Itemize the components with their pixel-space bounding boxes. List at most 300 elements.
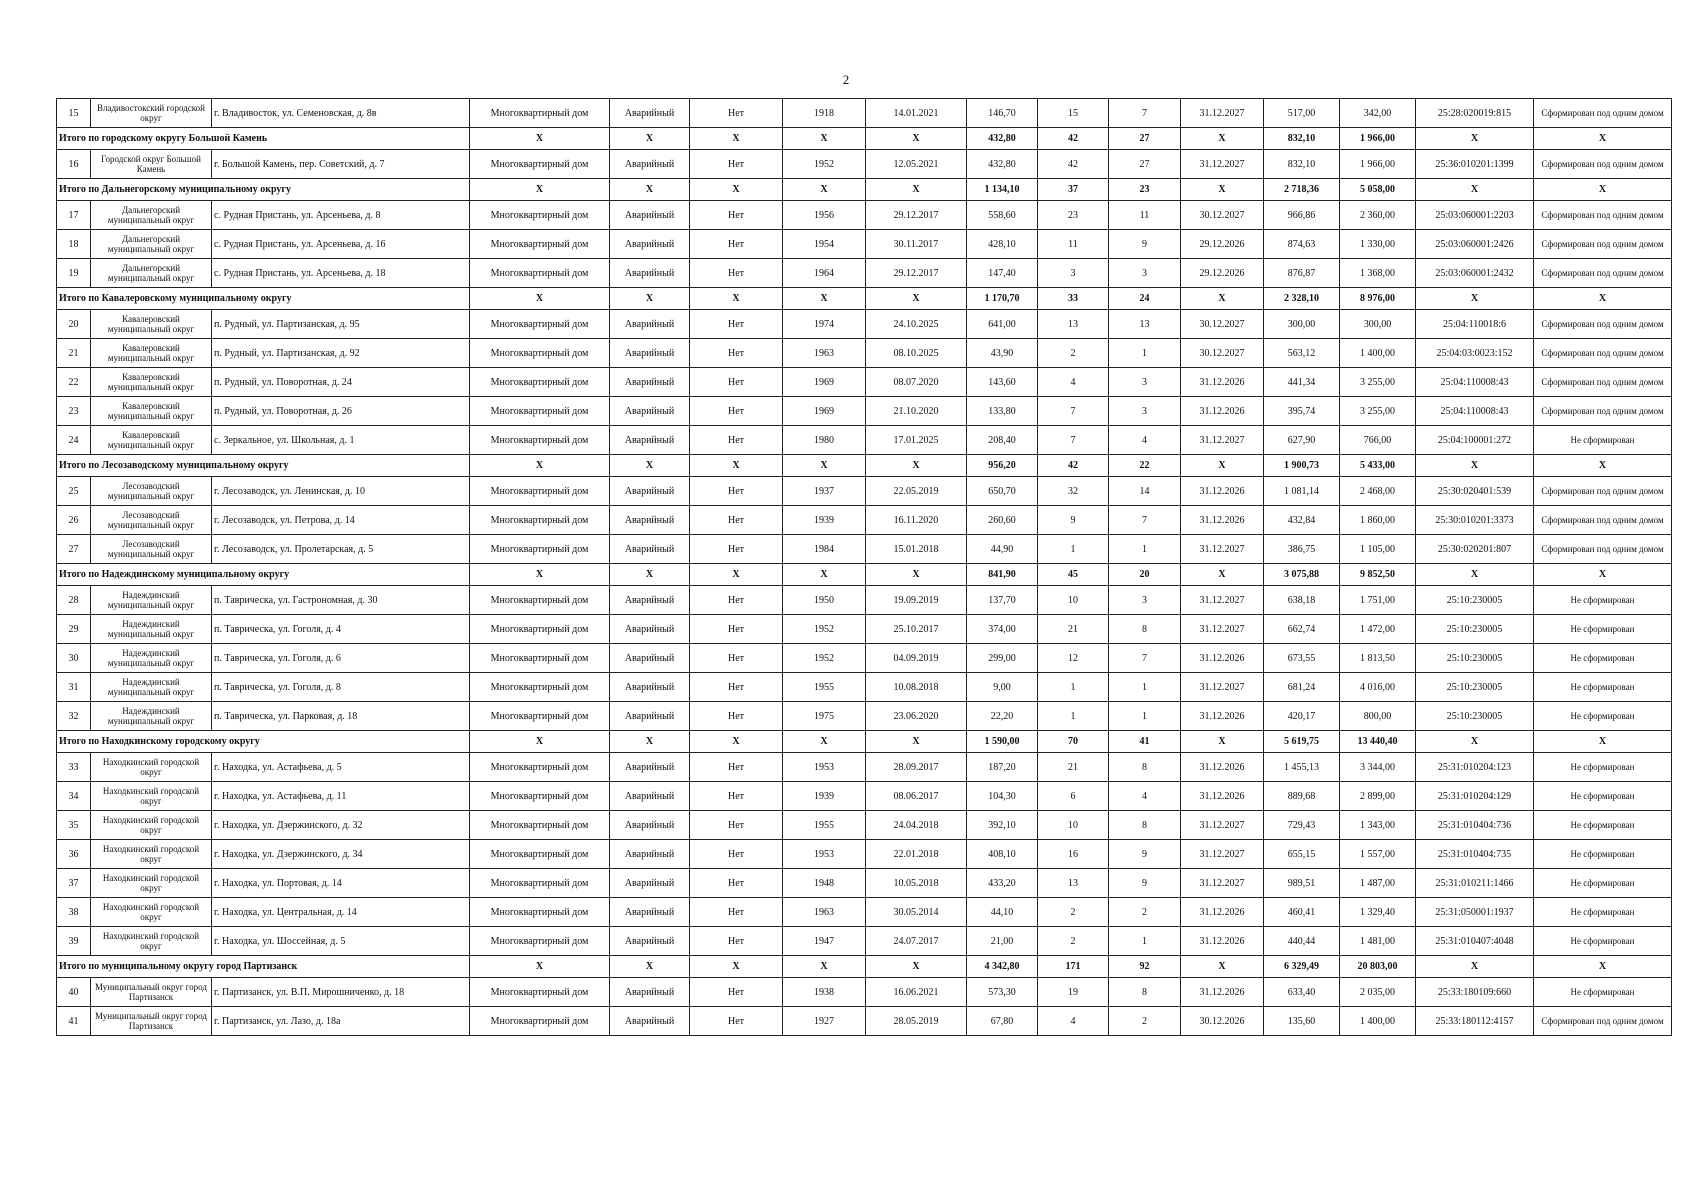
area-cell: 558,60 [967,201,1038,230]
build-year-cell: 1927 [783,1007,866,1036]
table-row [57,782,1672,811]
not-applicable-mark: X [690,564,783,586]
flag-cell: Нет [690,368,783,397]
recognition-date-cell: 24.10.2025 [866,310,967,339]
cadastral-number-cell: 25:03:060001:2426 [1416,230,1534,259]
flag-cell: Нет [690,201,783,230]
area-cell: 9,00 [967,673,1038,702]
area-cell: 43,90 [967,339,1038,368]
row-number-cell: 28 [57,586,91,615]
cost-per-m2-cell: 889,68 [1264,782,1340,811]
not-applicable-mark: X [866,731,967,753]
build-year-cell: 1955 [783,811,866,840]
subtotal-value: 5 619,75 [1264,731,1340,753]
area-cell: 650,70 [967,477,1038,506]
table-row [57,397,1672,426]
row-number-cell: 19 [57,259,91,288]
residents-cell: 3 [1038,259,1109,288]
apartments-cell: 3 [1109,259,1181,288]
not-applicable-mark: X [690,731,783,753]
house-type-cell: Многоквартирный дом [470,506,610,535]
subtotal-value: 841,90 [967,564,1038,586]
cost-per-m2-cell: 563,12 [1264,339,1340,368]
residents-cell: 4 [1038,368,1109,397]
table-row [57,978,1672,1007]
land-area-cell: 300,00 [1340,310,1416,339]
address-cell: п. Таврическа, ул. Гастрономная, д. 30 [212,586,470,615]
address-cell: п. Таврическа, ул. Парковая, д. 18 [212,702,470,731]
address-cell: с. Рудная Пристань, ул. Арсеньева, д. 8 [212,201,470,230]
not-applicable-mark: X [610,288,690,310]
land-area-cell: 1 813,50 [1340,644,1416,673]
address-cell: г. Находка, ул. Дзержинского, д. 34 [212,840,470,869]
build-year-cell: 1963 [783,898,866,927]
not-applicable-mark: X [470,455,610,477]
land-area-cell: 342,00 [1340,99,1416,128]
house-type-cell: Многоквартирный дом [470,397,610,426]
land-status-cell: Сформирован под одним домом [1534,535,1672,564]
cadastral-number-cell: 25:30:010201:3373 [1416,506,1534,535]
recognition-date-cell: 12.05.2021 [866,150,967,179]
condition-cell: Аварийный [610,230,690,259]
house-type-cell: Многоквартирный дом [470,927,610,956]
condition-cell: Аварийный [610,869,690,898]
subtotal-value: 9 852,50 [1340,564,1416,586]
house-type-cell: Многоквартирный дом [470,869,610,898]
recognition-date-cell: 28.09.2017 [866,753,967,782]
land-status-cell: Не сформирован [1534,782,1672,811]
housing-table [56,98,1672,1036]
residents-cell: 21 [1038,753,1109,782]
apartments-cell: 11 [1109,201,1181,230]
municipality-cell: Находкинский городской округ [91,898,212,927]
recognition-date-cell: 08.06.2017 [866,782,967,811]
house-type-cell: Многоквартирный дом [470,644,610,673]
deadline-cell: 31.12.2026 [1181,644,1264,673]
row-number-cell: 37 [57,869,91,898]
not-applicable-mark: X [1181,731,1264,753]
condition-cell: Аварийный [610,615,690,644]
land-status-cell: Сформирован под одним домом [1534,150,1672,179]
recognition-date-cell: 22.01.2018 [866,840,967,869]
build-year-cell: 1954 [783,230,866,259]
not-applicable-mark: X [1534,288,1672,310]
area-cell: 104,30 [967,782,1038,811]
table-row [57,506,1672,535]
municipality-cell: Кавалеровский муниципальный округ [91,426,212,455]
row-number-cell: 29 [57,615,91,644]
recognition-date-cell: 10.08.2018 [866,673,967,702]
not-applicable-mark: X [610,731,690,753]
cost-per-m2-cell: 989,51 [1264,869,1340,898]
not-applicable-mark: X [470,564,610,586]
residents-cell: 10 [1038,811,1109,840]
house-type-cell: Многоквартирный дом [470,230,610,259]
cost-per-m2-cell: 440,44 [1264,927,1340,956]
flag-cell: Нет [690,869,783,898]
house-type-cell: Многоквартирный дом [470,1007,610,1036]
deadline-cell: 31.12.2026 [1181,898,1264,927]
flag-cell: Нет [690,1007,783,1036]
residents-cell: 19 [1038,978,1109,1007]
subtotal-label: Итого по городскому округу Большой Камень [57,128,470,150]
condition-cell: Аварийный [610,978,690,1007]
subtotal-label: Итого по Лесозаводскому муниципальному округу [57,455,470,477]
table-row [57,927,1672,956]
subtotal-label: Итого по муниципальному округу город Партизанск [57,956,470,978]
not-applicable-mark: X [866,128,967,150]
build-year-cell: 1963 [783,339,866,368]
subtotal-row [57,455,1672,477]
build-year-cell: 1939 [783,506,866,535]
not-applicable-mark: X [783,128,866,150]
subtotal-value: 5 058,00 [1340,179,1416,201]
municipality-cell: Лесозаводский муниципальный округ [91,506,212,535]
residents-cell: 16 [1038,840,1109,869]
land-status-cell: Не сформирован [1534,644,1672,673]
cadastral-number-cell: 25:33:180109:660 [1416,978,1534,1007]
apartments-cell: 3 [1109,397,1181,426]
recognition-date-cell: 29.12.2017 [866,201,967,230]
cost-per-m2-cell: 517,00 [1264,99,1340,128]
build-year-cell: 1938 [783,978,866,1007]
house-type-cell: Многоквартирный дом [470,811,610,840]
cost-per-m2-cell: 460,41 [1264,898,1340,927]
cadastral-number-cell: 25:31:010407:4048 [1416,927,1534,956]
land-status-cell: Не сформирован [1534,840,1672,869]
condition-cell: Аварийный [610,477,690,506]
land-status-cell: Сформирован под одним домом [1534,477,1672,506]
table-row [57,426,1672,455]
build-year-cell: 1947 [783,927,866,956]
flag-cell: Нет [690,339,783,368]
deadline-cell: 31.12.2026 [1181,782,1264,811]
table-row [57,150,1672,179]
land-status-cell: Не сформирован [1534,753,1672,782]
not-applicable-mark: X [783,956,866,978]
recognition-date-cell: 19.09.2019 [866,586,967,615]
subtotal-value: 13 440,40 [1340,731,1416,753]
land-status-cell: Не сформирован [1534,978,1672,1007]
flag-cell: Нет [690,811,783,840]
recognition-date-cell: 08.07.2020 [866,368,967,397]
build-year-cell: 1952 [783,644,866,673]
municipality-cell: Находкинский городской округ [91,927,212,956]
land-area-cell: 2 468,00 [1340,477,1416,506]
residents-cell: 2 [1038,898,1109,927]
not-applicable-mark: X [1534,179,1672,201]
cadastral-number-cell: 25:10:230005 [1416,673,1534,702]
land-status-cell: Сформирован под одним домом [1534,99,1672,128]
municipality-cell: Надеждинский муниципальный округ [91,586,212,615]
land-area-cell: 1 105,00 [1340,535,1416,564]
flag-cell: Нет [690,978,783,1007]
apartments-cell: 4 [1109,426,1181,455]
flag-cell: Нет [690,310,783,339]
flag-cell: Нет [690,426,783,455]
cadastral-number-cell: 25:10:230005 [1416,702,1534,731]
apartments-cell: 7 [1109,99,1181,128]
cost-per-m2-cell: 1 455,13 [1264,753,1340,782]
build-year-cell: 1964 [783,259,866,288]
not-applicable-mark: X [470,956,610,978]
not-applicable-mark: X [610,455,690,477]
municipality-cell: Находкинский городской округ [91,840,212,869]
recognition-date-cell: 14.01.2021 [866,99,967,128]
residents-cell: 15 [1038,99,1109,128]
cadastral-number-cell: 25:28:020019:815 [1416,99,1534,128]
not-applicable-mark: X [1416,128,1534,150]
address-cell: п. Таврическа, ул. Гоголя, д. 8 [212,673,470,702]
address-cell: п. Рудный, ул. Партизанская, д. 92 [212,339,470,368]
not-applicable-mark: X [866,956,967,978]
recognition-date-cell: 24.07.2017 [866,927,967,956]
municipality-cell: Кавалеровский муниципальный округ [91,368,212,397]
land-area-cell: 3 255,00 [1340,397,1416,426]
house-type-cell: Многоквартирный дом [470,150,610,179]
subtotal-value: 171 [1038,956,1109,978]
cost-per-m2-cell: 729,43 [1264,811,1340,840]
recognition-date-cell: 30.11.2017 [866,230,967,259]
page-number: 2 [842,72,850,87]
deadline-cell: 30.12.2027 [1181,339,1264,368]
cadastral-number-cell: 25:03:060001:2432 [1416,259,1534,288]
house-type-cell: Многоквартирный дом [470,535,610,564]
municipality-cell: Лесозаводский муниципальный округ [91,477,212,506]
apartments-cell: 8 [1109,811,1181,840]
not-applicable-mark: X [783,288,866,310]
not-applicable-mark: X [1416,956,1534,978]
land-area-cell: 2 035,00 [1340,978,1416,1007]
area-cell: 641,00 [967,310,1038,339]
flag-cell: Нет [690,99,783,128]
subtotal-label: Итого по Находкинскому городскому округу [57,731,470,753]
table-row [57,477,1672,506]
recognition-date-cell: 22.05.2019 [866,477,967,506]
area-cell: 573,30 [967,978,1038,1007]
cost-per-m2-cell: 662,74 [1264,615,1340,644]
house-type-cell: Многоквартирный дом [470,782,610,811]
row-number-cell: 41 [57,1007,91,1036]
residents-cell: 23 [1038,201,1109,230]
table-row [57,753,1672,782]
area-cell: 21,00 [967,927,1038,956]
land-status-cell: Не сформирован [1534,426,1672,455]
subtotal-value: 42 [1038,455,1109,477]
deadline-cell: 29.12.2026 [1181,259,1264,288]
build-year-cell: 1969 [783,368,866,397]
cadastral-number-cell: 25:31:010204:123 [1416,753,1534,782]
land-area-cell: 766,00 [1340,426,1416,455]
land-area-cell: 1 751,00 [1340,586,1416,615]
table-row [57,898,1672,927]
subtotal-row [57,128,1672,150]
cost-per-m2-cell: 395,74 [1264,397,1340,426]
recognition-date-cell: 08.10.2025 [866,339,967,368]
not-applicable-mark: X [470,128,610,150]
address-cell: с. Рудная Пристань, ул. Арсеньева, д. 18 [212,259,470,288]
row-number-cell: 17 [57,201,91,230]
row-number-cell: 40 [57,978,91,1007]
cadastral-number-cell: 25:31:010404:736 [1416,811,1534,840]
cadastral-number-cell: 25:03:060001:2203 [1416,201,1534,230]
subtotal-value: 832,10 [1264,128,1340,150]
build-year-cell: 1953 [783,840,866,869]
residents-cell: 32 [1038,477,1109,506]
deadline-cell: 30.12.2027 [1181,201,1264,230]
row-number-cell: 23 [57,397,91,426]
recognition-date-cell: 29.12.2017 [866,259,967,288]
subtotal-value: 23 [1109,179,1181,201]
apartments-cell: 27 [1109,150,1181,179]
build-year-cell: 1984 [783,535,866,564]
area-cell: 137,70 [967,586,1038,615]
recognition-date-cell: 17.01.2025 [866,426,967,455]
not-applicable-mark: X [470,288,610,310]
address-cell: г. Лесозаводск, ул. Ленинская, д. 10 [212,477,470,506]
apartments-cell: 1 [1109,673,1181,702]
table-row [57,702,1672,731]
land-status-cell: Сформирован под одним домом [1534,310,1672,339]
subtotal-row [57,288,1672,310]
address-cell: г. Находка, ул. Астафьева, д. 5 [212,753,470,782]
land-area-cell: 1 368,00 [1340,259,1416,288]
not-applicable-mark: X [866,455,967,477]
cost-per-m2-cell: 874,63 [1264,230,1340,259]
area-cell: 187,20 [967,753,1038,782]
flag-cell: Нет [690,535,783,564]
house-type-cell: Многоквартирный дом [470,259,610,288]
condition-cell: Аварийный [610,927,690,956]
flag-cell: Нет [690,753,783,782]
row-number-cell: 31 [57,673,91,702]
address-cell: г. Находка, ул. Шоссейная, д. 5 [212,927,470,956]
subtotal-value: 70 [1038,731,1109,753]
not-applicable-mark: X [690,179,783,201]
condition-cell: Аварийный [610,426,690,455]
apartments-cell: 7 [1109,644,1181,673]
house-type-cell: Многоквартирный дом [470,310,610,339]
not-applicable-mark: X [1181,288,1264,310]
land-area-cell: 1 557,00 [1340,840,1416,869]
condition-cell: Аварийный [610,898,690,927]
municipality-cell: Дальнегорский муниципальный округ [91,230,212,259]
table-row [57,368,1672,397]
area-cell: 392,10 [967,811,1038,840]
build-year-cell: 1939 [783,782,866,811]
municipality-cell: Кавалеровский муниципальный округ [91,310,212,339]
build-year-cell: 1950 [783,586,866,615]
land-status-cell: Не сформирован [1534,615,1672,644]
not-applicable-mark: X [690,288,783,310]
recognition-date-cell: 25.10.2017 [866,615,967,644]
deadline-cell: 31.12.2027 [1181,840,1264,869]
condition-cell: Аварийный [610,811,690,840]
deadline-cell: 31.12.2026 [1181,702,1264,731]
row-number-cell: 16 [57,150,91,179]
house-type-cell: Многоквартирный дом [470,898,610,927]
residents-cell: 2 [1038,339,1109,368]
municipality-cell: Лесозаводский муниципальный округ [91,535,212,564]
land-status-cell: Сформирован под одним домом [1534,339,1672,368]
condition-cell: Аварийный [610,535,690,564]
cost-per-m2-cell: 627,90 [1264,426,1340,455]
land-area-cell: 1 472,00 [1340,615,1416,644]
not-applicable-mark: X [1181,956,1264,978]
table-row [57,586,1672,615]
condition-cell: Аварийный [610,506,690,535]
not-applicable-mark: X [1416,179,1534,201]
deadline-cell: 29.12.2026 [1181,230,1264,259]
deadline-cell: 31.12.2027 [1181,811,1264,840]
municipality-cell: Находкинский городской округ [91,753,212,782]
residents-cell: 11 [1038,230,1109,259]
subtotal-value: 1 966,00 [1340,128,1416,150]
row-number-cell: 25 [57,477,91,506]
row-number-cell: 39 [57,927,91,956]
table-row [57,673,1672,702]
not-applicable-mark: X [1416,564,1534,586]
address-cell: г. Лесозаводск, ул. Петрова, д. 14 [212,506,470,535]
not-applicable-mark: X [610,564,690,586]
recognition-date-cell: 16.11.2020 [866,506,967,535]
area-cell: 147,40 [967,259,1038,288]
address-cell: г. Находка, ул. Астафьева, д. 11 [212,782,470,811]
deadline-cell: 31.12.2026 [1181,368,1264,397]
cost-per-m2-cell: 876,87 [1264,259,1340,288]
not-applicable-mark: X [783,455,866,477]
cost-per-m2-cell: 420,17 [1264,702,1340,731]
flag-cell: Нет [690,477,783,506]
subtotal-value: 5 433,00 [1340,455,1416,477]
residents-cell: 7 [1038,426,1109,455]
build-year-cell: 1948 [783,869,866,898]
apartments-cell: 13 [1109,310,1181,339]
apartments-cell: 2 [1109,1007,1181,1036]
condition-cell: Аварийный [610,840,690,869]
address-cell: г. Партизанск, ул. Лазо, д. 18а [212,1007,470,1036]
flag-cell: Нет [690,673,783,702]
cost-per-m2-cell: 832,10 [1264,150,1340,179]
row-number-cell: 20 [57,310,91,339]
cost-per-m2-cell: 1 081,14 [1264,477,1340,506]
deadline-cell: 30.12.2027 [1181,310,1264,339]
flag-cell: Нет [690,397,783,426]
cadastral-number-cell: 25:30:020201:807 [1416,535,1534,564]
subtotal-value: 1 134,10 [967,179,1038,201]
area-cell: 428,10 [967,230,1038,259]
land-area-cell: 1 343,00 [1340,811,1416,840]
address-cell: п. Рудный, ул. Поворотная, д. 24 [212,368,470,397]
residents-cell: 42 [1038,150,1109,179]
subtotal-label: Итого по Дальнегорскому муниципальному округу [57,179,470,201]
cadastral-number-cell: 25:04:03:0023:152 [1416,339,1534,368]
area-cell: 22,20 [967,702,1038,731]
flag-cell: Нет [690,150,783,179]
subtotal-value: 27 [1109,128,1181,150]
apartments-cell: 1 [1109,339,1181,368]
area-cell: 260,60 [967,506,1038,535]
deadline-cell: 31.12.2026 [1181,927,1264,956]
condition-cell: Аварийный [610,673,690,702]
table-row [57,339,1672,368]
apartments-cell: 9 [1109,869,1181,898]
apartments-cell: 8 [1109,753,1181,782]
build-year-cell: 1975 [783,702,866,731]
area-cell: 433,20 [967,869,1038,898]
row-number-cell: 26 [57,506,91,535]
build-year-cell: 1937 [783,477,866,506]
